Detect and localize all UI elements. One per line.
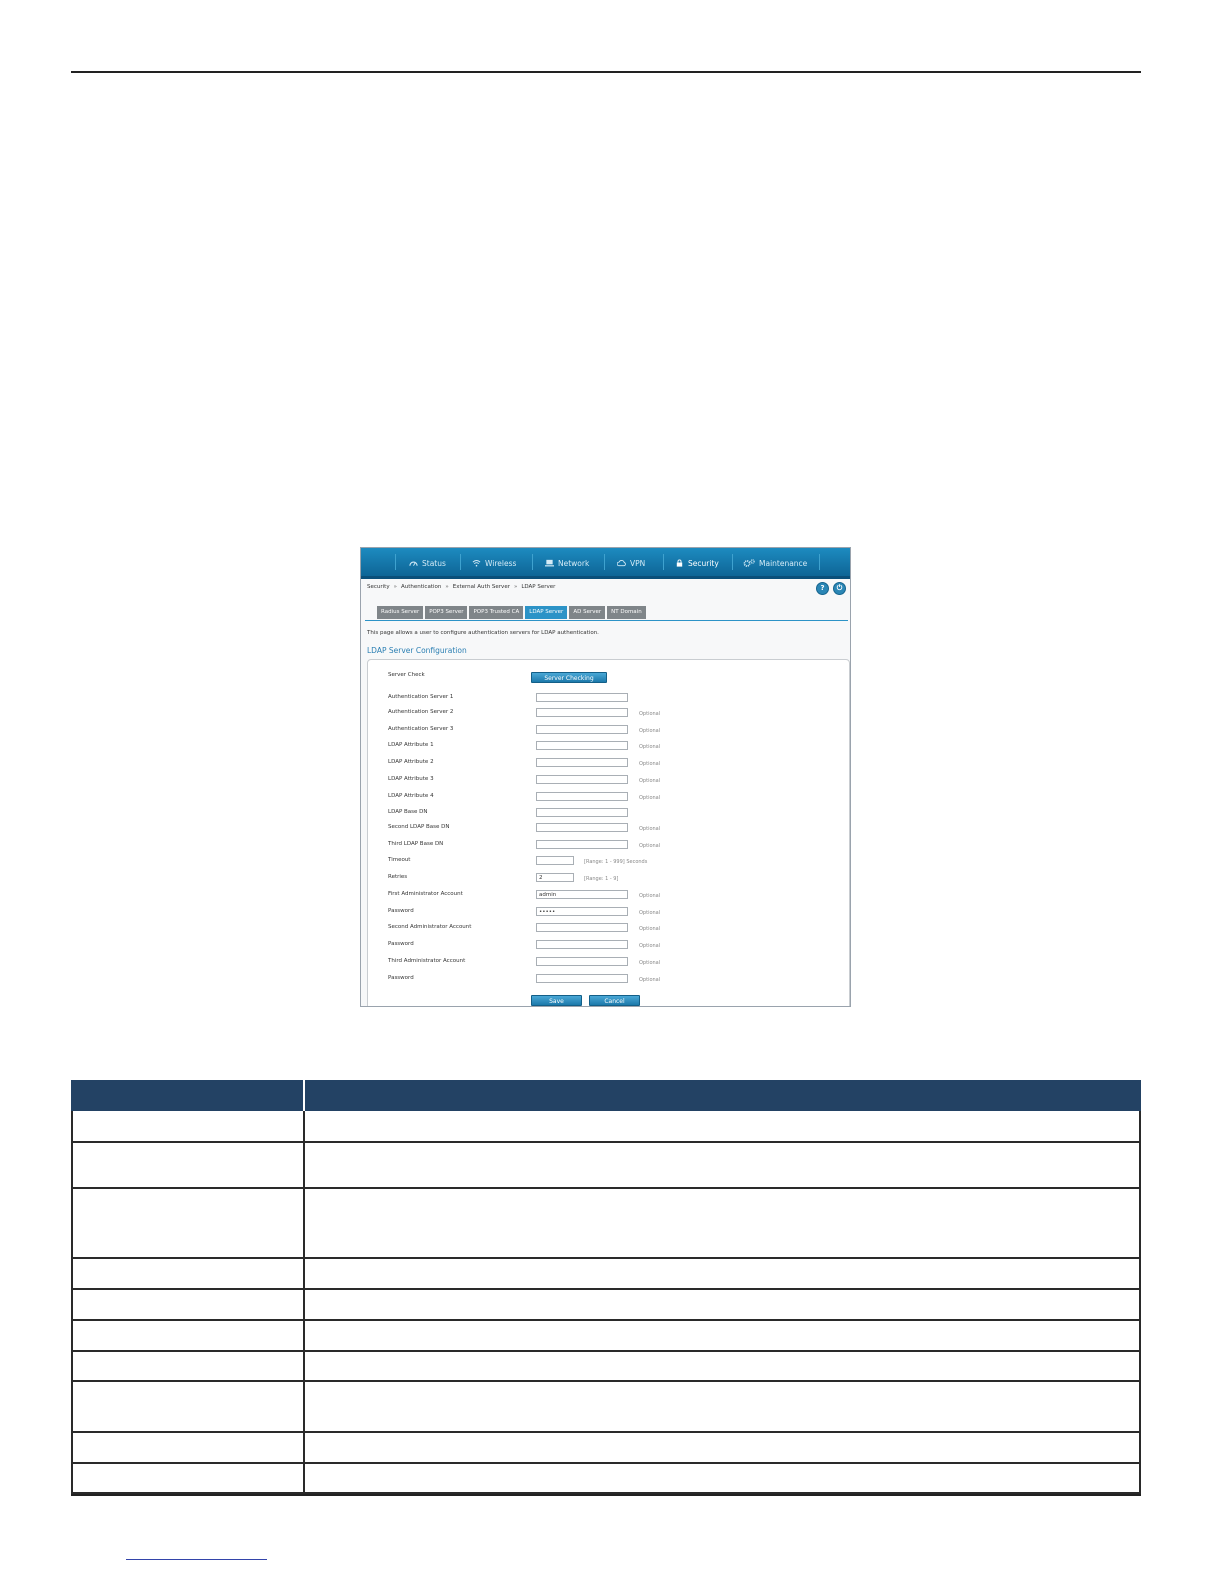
nav-item-security[interactable] — [675, 556, 719, 570]
lock-icon — [675, 559, 684, 567]
footer-link-underline[interactable] — [126, 1559, 267, 1560]
third-ldap-base-dn-input[interactable] — [536, 840, 628, 849]
table-row — [71, 1433, 1141, 1464]
nav-label: Network — [558, 558, 590, 568]
table-header-divider — [303, 1080, 305, 1111]
optional-hint: Optional — [639, 795, 661, 801]
table-column-divider — [303, 1382, 305, 1431]
field-label: Authentication Server 2 — [388, 709, 454, 715]
field-label: LDAP Attribute 4 — [388, 793, 434, 799]
cloud-icon — [617, 559, 626, 567]
table-column-divider — [303, 1189, 305, 1257]
second-admin-password-input[interactable] — [536, 940, 628, 949]
table-row — [71, 1290, 1141, 1321]
second-admin-account-input[interactable] — [536, 923, 628, 932]
gears-icon — [743, 559, 755, 567]
field-label: Password — [388, 941, 414, 947]
table-row — [71, 1321, 1141, 1352]
table-column-divider — [303, 1143, 305, 1187]
field-label: Authentication Server 1 — [388, 694, 454, 700]
nav-separator — [460, 554, 461, 570]
field-label: Authentication Server 3 — [388, 726, 454, 732]
top-navigation-bar — [361, 548, 850, 579]
table-column-divider — [303, 1290, 305, 1319]
optional-hint: Optional — [639, 778, 661, 784]
authentication-server-2-input[interactable] — [536, 708, 628, 717]
tab-nt-domain[interactable]: NT Domain — [607, 606, 646, 619]
bottom-rule — [71, 1494, 1141, 1496]
table-column-divider — [303, 1111, 305, 1141]
gauge-icon — [409, 559, 418, 567]
tab-ad-server[interactable]: AD Server — [569, 606, 605, 619]
ldap-attribute-2-input[interactable] — [536, 758, 628, 767]
field-label: LDAP Attribute 3 — [388, 776, 434, 782]
tab-bar — [377, 606, 646, 619]
field-label: LDAP Base DN — [388, 809, 428, 815]
field-label: Third LDAP Base DN — [388, 841, 444, 847]
breadcrumb-separator: » — [513, 584, 518, 590]
table-column-divider — [303, 1321, 305, 1350]
breadcrumb — [367, 584, 555, 590]
ldap-server-screenshot — [360, 547, 851, 1007]
nav-label: Wireless — [485, 558, 517, 568]
range-hint: [Range: 1 - 9] — [584, 876, 619, 882]
table-column-divider — [303, 1464, 305, 1492]
breadcrumb-separator: » — [445, 584, 449, 590]
table-row — [71, 1189, 1141, 1259]
retries-input[interactable]: 2 — [536, 873, 574, 882]
optional-hint: Optional — [639, 893, 661, 899]
optional-hint: Optional — [639, 926, 661, 932]
page-description: This page allows a user to configure authentication servers for LDAP authentication. — [367, 630, 599, 636]
nav-separator — [663, 554, 664, 570]
table-row — [71, 1111, 1141, 1143]
field-label: LDAP Attribute 2 — [388, 759, 434, 765]
optional-hint: Optional — [639, 943, 661, 949]
tab-pop3-server[interactable]: POP3 Server — [425, 606, 467, 619]
range-hint: [Range: 1 - 999] Seconds — [584, 859, 648, 865]
nav-separator — [819, 554, 820, 570]
authentication-server-1-input[interactable] — [536, 693, 628, 702]
nav-separator — [732, 554, 733, 570]
breadcrumb-item[interactable]: Authentication — [400, 584, 442, 590]
server-checking-button[interactable]: Server Checking — [531, 672, 607, 683]
ldap-attribute-1-input[interactable] — [536, 741, 628, 750]
field-label: Second LDAP Base DN — [388, 824, 450, 830]
save-button[interactable]: Save — [531, 995, 582, 1006]
ldap-base-dn-input[interactable] — [536, 808, 628, 817]
timeout-input[interactable] — [536, 856, 574, 865]
logout-button[interactable]: ⏻ — [833, 582, 846, 595]
ldap-config-form — [367, 659, 850, 1007]
nav-label: Status — [422, 558, 446, 568]
breadcrumb-separator: » — [393, 584, 397, 590]
field-label: Timeout — [388, 857, 411, 863]
first-admin-account-input[interactable]: admin — [536, 890, 628, 899]
network-icon — [545, 559, 554, 567]
nav-separator — [604, 554, 605, 570]
nav-item-maintenance[interactable] — [743, 556, 807, 570]
section-title: LDAP Server Configuration — [367, 646, 467, 655]
field-label: First Administrator Account — [388, 891, 463, 897]
wifi-icon — [472, 559, 481, 567]
nav-separator — [395, 554, 396, 570]
field-label: Second Administrator Account — [388, 924, 472, 930]
tab-ldap-server[interactable]: LDAP Server — [525, 606, 567, 619]
table-column-divider — [303, 1259, 305, 1288]
second-ldap-base-dn-input[interactable] — [536, 823, 628, 832]
nav-item-network[interactable] — [545, 556, 589, 570]
tab-radius-server[interactable]: Radius Server — [377, 606, 423, 619]
field-label: Password — [388, 975, 414, 981]
field-label: Password — [388, 908, 414, 914]
optional-hint: Optional — [639, 728, 661, 734]
field-label: LDAP Attribute 1 — [388, 742, 434, 748]
breadcrumb-item[interactable]: External Auth Server — [452, 584, 510, 590]
optional-hint: Optional — [639, 910, 661, 916]
help-button[interactable]: ? — [816, 582, 829, 595]
nav-item-vpn[interactable] — [617, 556, 645, 570]
table-column-divider — [303, 1352, 305, 1380]
table-column-divider — [303, 1433, 305, 1462]
field-label: Third Administrator Account — [388, 958, 466, 964]
table-row — [71, 1352, 1141, 1382]
authentication-server-3-input[interactable] — [536, 725, 628, 734]
optional-hint: Optional — [639, 744, 661, 750]
tab-underline — [365, 620, 848, 621]
breadcrumb-item: LDAP Server — [521, 584, 556, 590]
ldap-attribute-4-input[interactable] — [536, 792, 628, 801]
nav-item-status[interactable] — [409, 556, 446, 570]
nav-label: Maintenance — [759, 558, 808, 568]
cancel-button[interactable]: Cancel — [589, 995, 640, 1006]
top-rule — [71, 71, 1141, 73]
third-admin-password-input[interactable] — [536, 974, 628, 983]
first-admin-password-input[interactable]: ••••• — [536, 907, 628, 916]
optional-hint: Optional — [639, 826, 661, 832]
optional-hint: Optional — [639, 960, 661, 966]
optional-hint: Optional — [639, 843, 661, 849]
optional-hint: Optional — [639, 977, 661, 983]
table-row — [71, 1259, 1141, 1290]
table-row — [71, 1382, 1141, 1433]
third-admin-account-input[interactable] — [536, 957, 628, 966]
ldap-attribute-3-input[interactable] — [536, 775, 628, 784]
nav-label: VPN — [630, 558, 646, 568]
nav-separator — [532, 554, 533, 570]
table-row — [71, 1464, 1141, 1494]
breadcrumb-item[interactable]: Security — [367, 584, 390, 590]
server-check-label: Server Check — [388, 672, 425, 678]
table-header — [71, 1080, 1141, 1111]
table-row — [71, 1143, 1141, 1189]
optional-hint: Optional — [639, 711, 661, 717]
field-label: Retries — [388, 874, 408, 880]
optional-hint: Optional — [639, 761, 661, 767]
nav-item-wireless[interactable] — [472, 556, 516, 570]
tab-pop3-trusted-ca[interactable]: POP3 Trusted CA — [469, 606, 523, 619]
nav-label: Security — [688, 558, 719, 568]
